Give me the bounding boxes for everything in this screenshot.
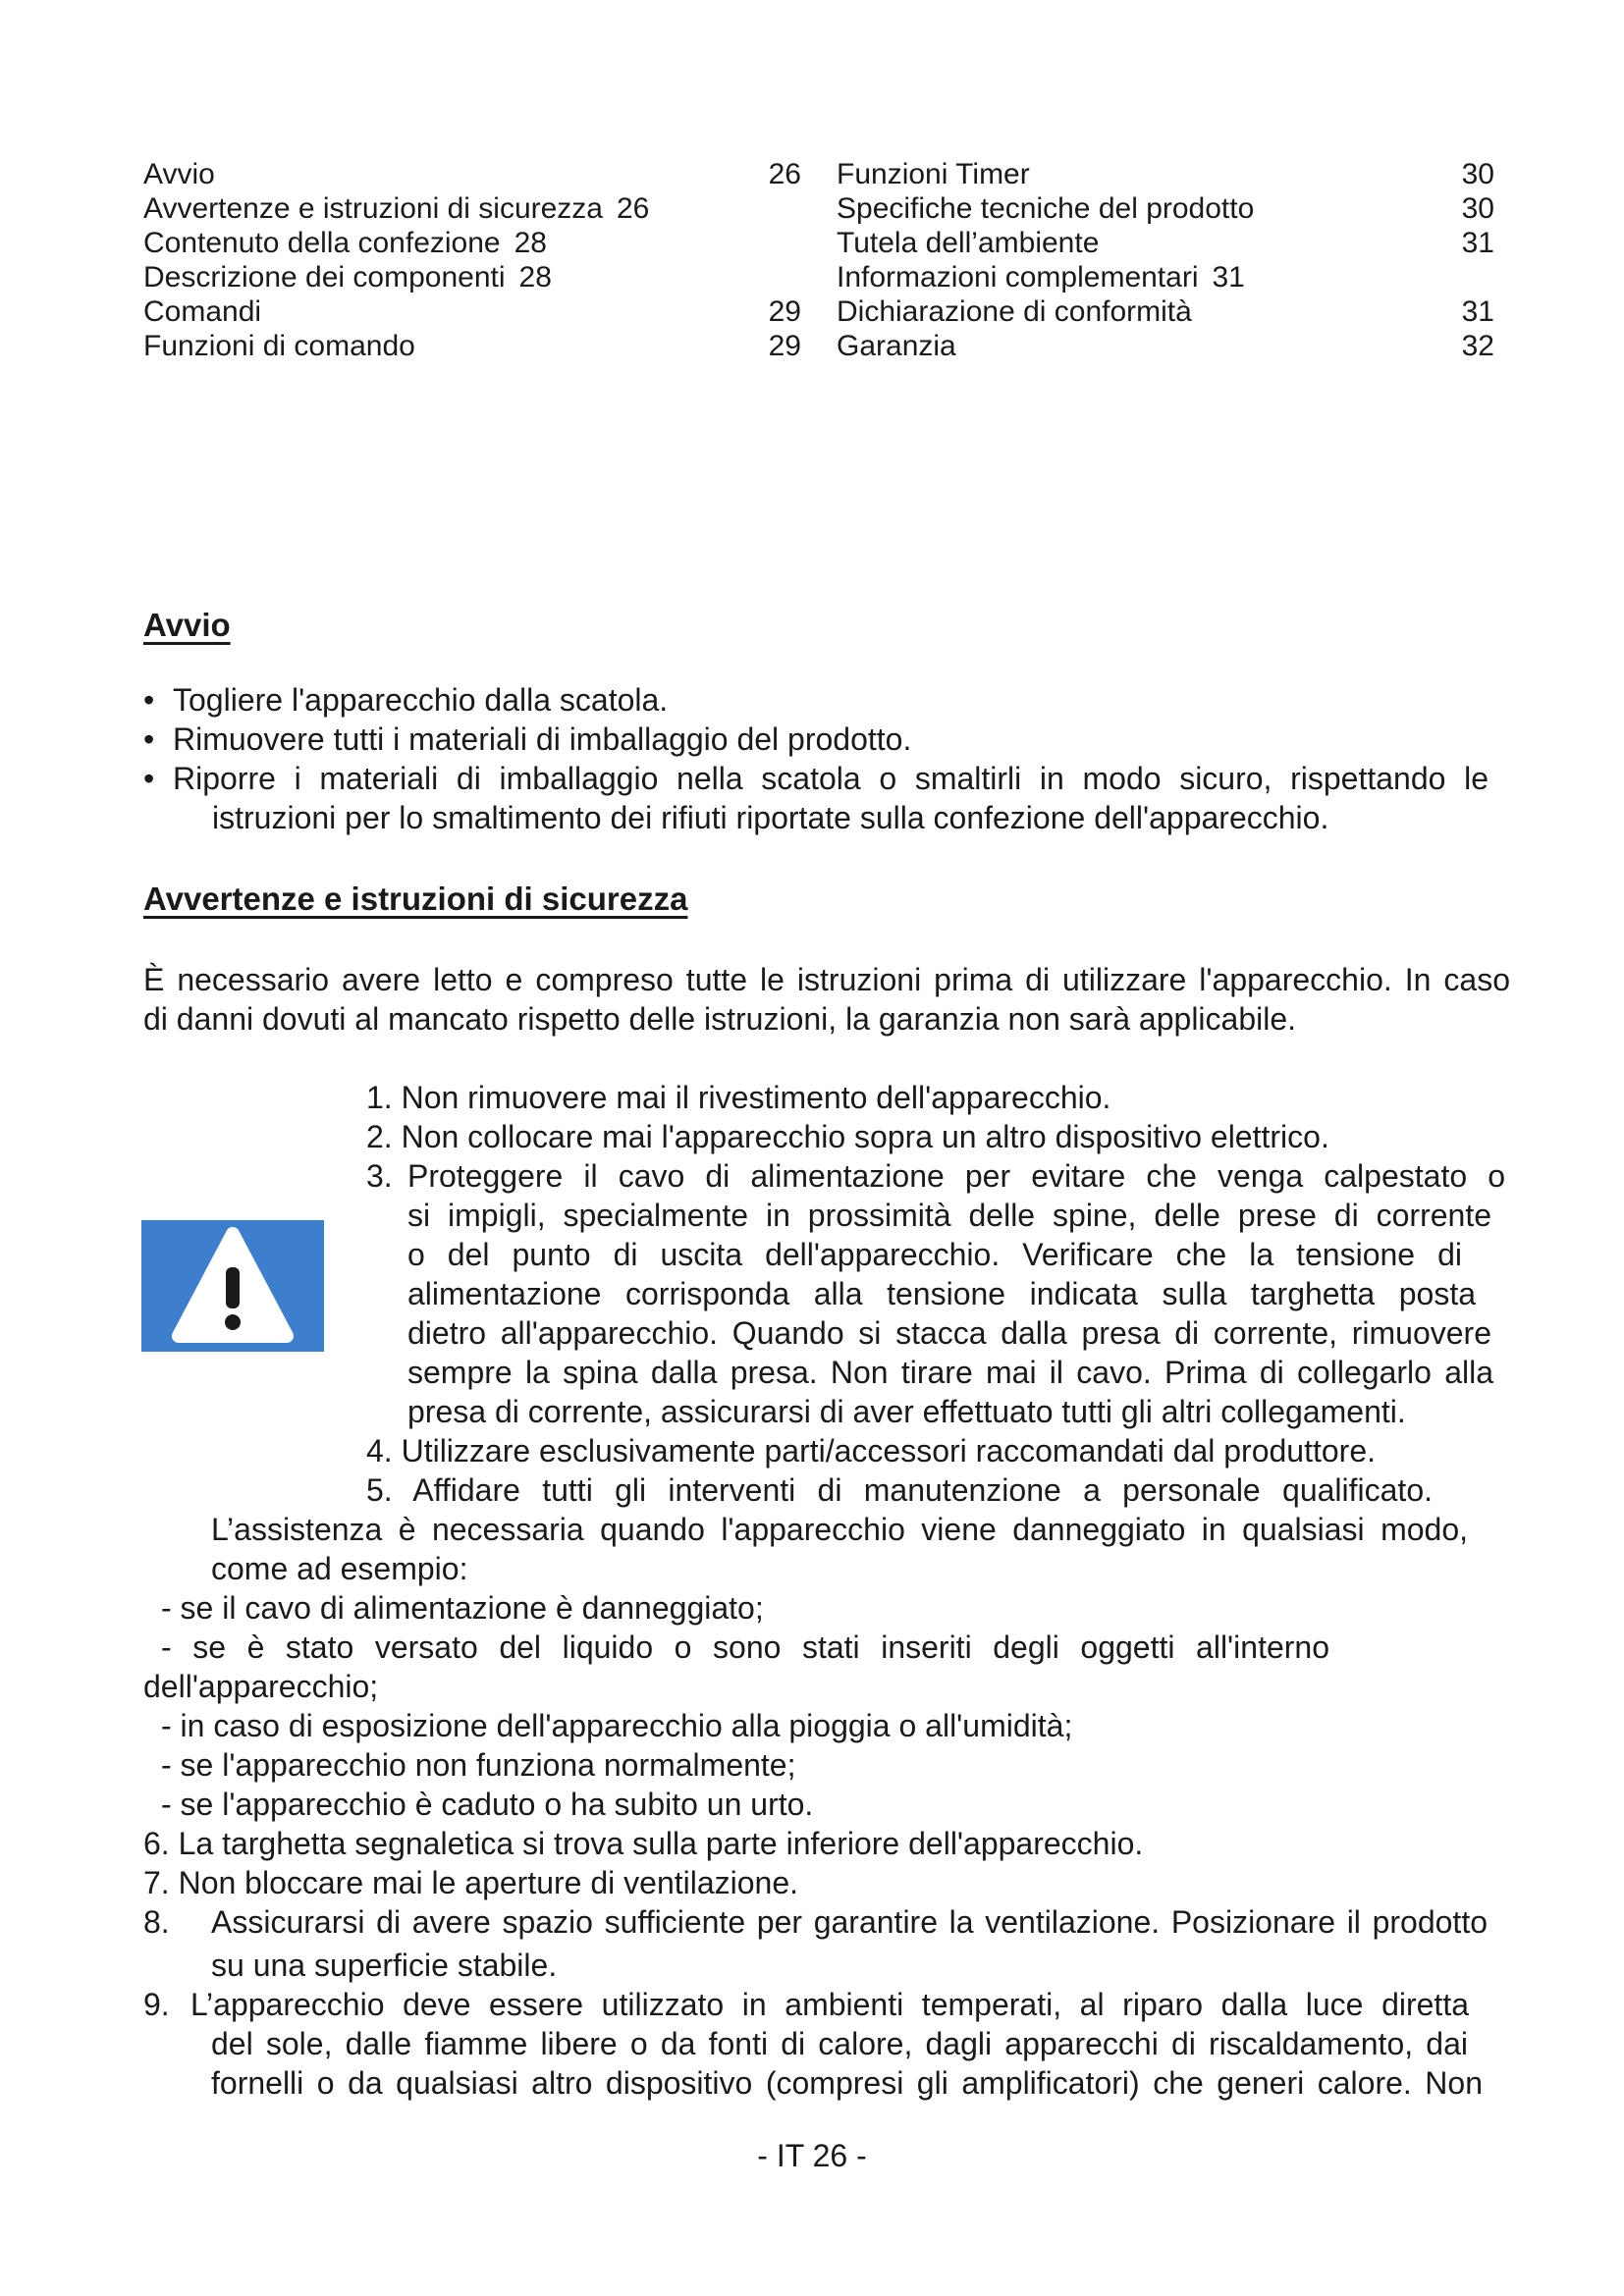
- toc-title: Comandi: [143, 295, 262, 328]
- intro-line: È necessario avere letto e compreso tutte le istruzioni prima di utilizzare l'apparecchio. In caso: [143, 962, 1510, 997]
- toc-page: 30: [1461, 192, 1494, 225]
- toc-title: Funzioni di comando: [143, 330, 415, 362]
- bullet-continuation: istruzioni per lo smaltimento dei rifiuti riportate sulla confezione dell'apparecchio.: [212, 800, 1329, 835]
- list-item-9-line: del sole, dalle fiamme libere o da fonti di calore, dagli apparecchi di riscaldamento, dai: [211, 2026, 1468, 2061]
- toc-entry[interactable]: [837, 329, 1494, 363]
- list-item-3-line: o del punto di uscita dell'apparecchio. Verificare che la tensione di: [407, 1237, 1462, 1272]
- toc-left-column: [143, 157, 801, 363]
- toc-title: Tutela dell’ambiente: [837, 227, 1100, 259]
- list-item-5: 5. Affidare tutti gli interventi di manutenzione a personale qualificato.: [366, 1472, 1433, 1508]
- intro-line: di danni dovuti al mancato rispetto delle istruzioni, la garanzia non sarà applicabile.: [143, 1001, 1297, 1037]
- dash-item-continuation: dell'apparecchio;: [143, 1669, 379, 1704]
- list-item-3-line: sempre la spina dalla presa. Non tirare mai il cavo. Prima di collegarlo alla: [407, 1355, 1493, 1390]
- toc-title: Funzioni Timer: [837, 158, 1030, 190]
- toc-page: 31: [1461, 227, 1494, 259]
- list-item-3-line: si impigli, specialmente in prossimità delle spine, delle prese di corrente: [407, 1198, 1491, 1233]
- list-item-3-line: dietro all'apparecchio. Quando si stacca dalla presa di corrente, rimuovere: [407, 1315, 1491, 1351]
- toc-title: Avvertenze e istruzioni di sicurezza 26: [143, 192, 650, 225]
- toc-page: 26: [768, 158, 801, 190]
- warning-panel: [141, 1220, 324, 1352]
- toc-title: Dichiarazione di conformità: [837, 295, 1192, 328]
- warning-triangle-icon: [141, 1220, 324, 1352]
- toc-entry[interactable]: [837, 191, 1494, 226]
- toc-right-column: [837, 157, 1494, 363]
- toc-entry[interactable]: [837, 294, 1494, 329]
- toc-entry[interactable]: [837, 226, 1494, 260]
- toc-title: Specifiche tecniche del prodotto: [837, 192, 1255, 225]
- toc-entry[interactable]: [143, 329, 801, 363]
- list-item-9-line: L’apparecchio deve essere utilizzato in ambienti temperati, al riparo dalla luce diretta: [190, 1987, 1469, 2022]
- list-item-3-line: alimentazione corrisponda alla tensione indicata sulla targhetta posta: [407, 1276, 1476, 1311]
- list-item-8-number: 8.: [143, 1904, 170, 1940]
- dash-item: - in caso di esposizione dell'apparecchio alla pioggia o all'umidità;: [161, 1708, 1073, 1743]
- toc-entry[interactable]: [837, 157, 1494, 191]
- list-item-7: 7. Non bloccare mai le aperture di ventilazione.: [143, 1865, 799, 1900]
- toc-entry[interactable]: [143, 157, 801, 191]
- list-item-9-line: fornelli o da qualsiasi altro dispositivo (compresi gli amplificatori) che generi calore. Non: [211, 2065, 1483, 2101]
- section-heading-safety: Avvertenze e istruzioni di sicurezza: [143, 881, 688, 917]
- toc-title: Garanzia: [837, 330, 956, 362]
- toc-page: 29: [768, 295, 801, 328]
- list-item-3-line: presa di corrente, assicurarsi di aver effettuato tutti gli altri collegamenti.: [407, 1394, 1406, 1429]
- page-number: - IT 26 -: [757, 2138, 867, 2173]
- dash-item: - se il cavo di alimentazione è danneggiato;: [161, 1590, 764, 1626]
- list-item-4: 4. Utilizzare esclusivamente parti/accessori raccomandati dal produttore.: [366, 1433, 1377, 1468]
- list-item-8-line: su una superficie stabile.: [211, 1948, 558, 1983]
- list-item-6: 6. La targhetta segnaletica si trova sulla parte inferiore dell'apparecchio.: [143, 1826, 1144, 1861]
- toc-page: 30: [1461, 158, 1494, 190]
- assistance-line: come ad esempio:: [211, 1551, 468, 1586]
- list-item-3-line: Proteggere il cavo di alimentazione per evitare che venga calpestato o: [407, 1158, 1505, 1194]
- list-item-3-number: 3.: [366, 1158, 393, 1194]
- dash-item: - se è stato versato del liquido o sono stati inseriti degli oggetti all'interno: [161, 1629, 1329, 1665]
- dash-item: - se l'apparecchio è caduto o ha subito un urto.: [161, 1787, 814, 1822]
- dash-item: - se l'apparecchio non funziona normalmente;: [161, 1747, 796, 1783]
- toc-entry[interactable]: [837, 260, 1494, 294]
- toc-title: Informazioni complementari 31: [837, 261, 1245, 294]
- toc-page: 32: [1461, 330, 1494, 362]
- list-item-9-number: 9.: [143, 1987, 170, 2022]
- toc-page: 31: [1461, 295, 1494, 328]
- toc-entry[interactable]: [143, 294, 801, 329]
- toc-page: 29: [768, 330, 801, 362]
- list-item-1: 1. Non rimuovere mai il rivestimento dell'apparecchio.: [366, 1080, 1111, 1115]
- toc-title: Avvio: [143, 158, 215, 190]
- list-item-8-line: Assicurarsi di avere spazio sufficiente per garantire la ventilazione. Posizionare il prodotto: [211, 1904, 1488, 1940]
- assistance-line: L’assistenza è necessaria quando l'apparecchio viene danneggiato in qualsiasi modo,: [211, 1512, 1468, 1547]
- toc-title: Contenuto della confezione 28: [143, 227, 547, 259]
- section-heading-avvio: Avvio: [143, 607, 231, 643]
- list-item-2: 2. Non collocare mai l'apparecchio sopra un altro dispositivo elettrico.: [366, 1119, 1329, 1154]
- toc-entry[interactable]: [143, 191, 801, 226]
- toc-entry[interactable]: [143, 260, 801, 294]
- toc-entry[interactable]: [143, 226, 801, 260]
- toc-title: Descrizione dei componenti 28: [143, 261, 552, 294]
